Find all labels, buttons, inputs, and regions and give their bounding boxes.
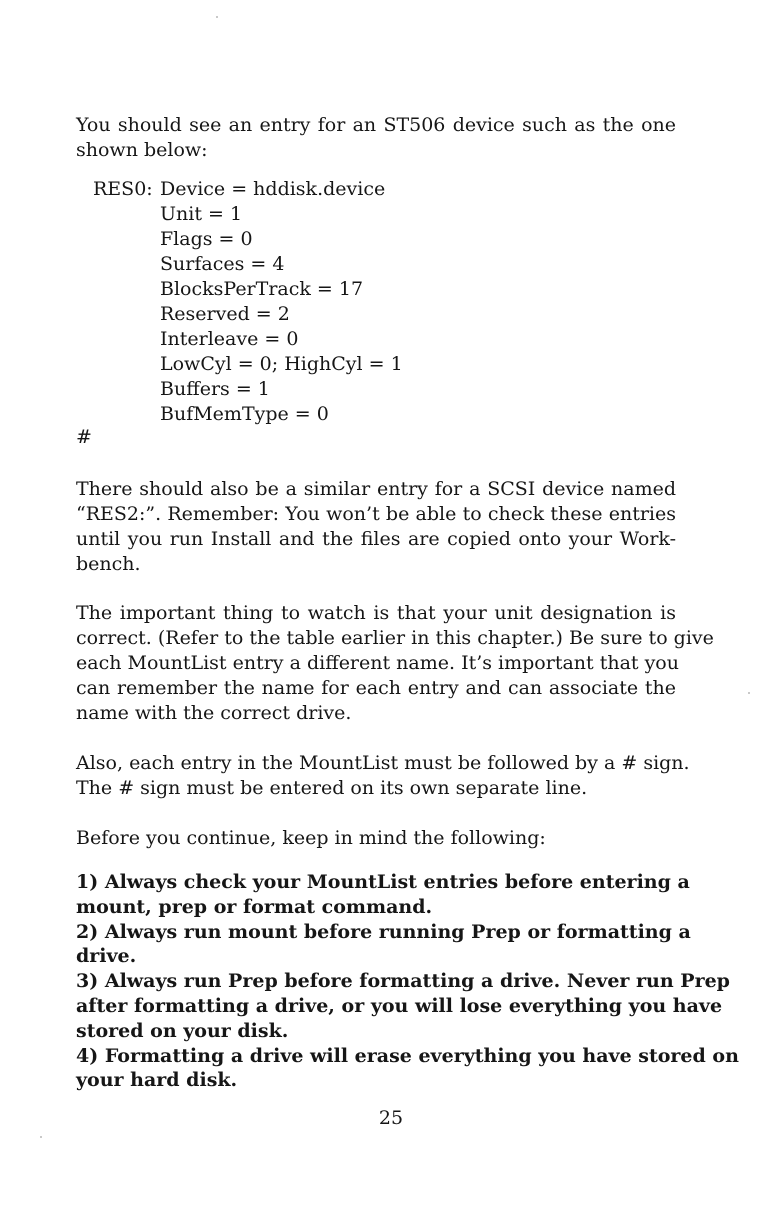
text-line: bench.: [76, 553, 141, 575]
text-line: The important thing to watch is that your unit designation is: [76, 602, 676, 624]
rule-line: 4) Formatting a drive will erase everything you have stored on: [76, 1044, 739, 1067]
rule-line: mount, prep or format command.: [76, 895, 433, 918]
rules-list: [76, 870, 739, 1093]
mountlist-line-interleave: Interleave = 0: [160, 328, 299, 350]
rule-line: your hard disk.: [76, 1069, 238, 1092]
mountlist-line-buffers: Buffers = 1: [160, 378, 270, 400]
rule-line: drive.: [76, 945, 137, 968]
text-line: The # sign must be entered on its own separate line.: [76, 777, 588, 799]
mountlist-terminator: #: [76, 426, 92, 448]
hash-sign-paragraph: [76, 751, 690, 801]
rule-line: after formatting a drive, or you will lose everything you have: [76, 994, 723, 1017]
scan-speck: [216, 16, 218, 18]
mountlist-entry-lines: [160, 177, 403, 427]
text-line: correct. (Refer to the table earlier in this chapter.) Be sure to give: [76, 627, 714, 649]
mountlist-line-cylinders: LowCyl = 0; HighCyl = 1: [160, 353, 403, 375]
mountlist-entry-label: RES0:: [93, 178, 153, 200]
rule-line: stored on your disk.: [76, 1019, 289, 1042]
text-line: shown below:: [76, 139, 208, 161]
intro-paragraph: [76, 113, 676, 163]
before-continue-paragraph: [76, 826, 676, 851]
rule-line: 2) Always run mount before running Prep or formatting a: [76, 920, 691, 943]
text-line: can remember the name for each entry and can associate the: [76, 677, 676, 699]
mountlist-line-device: Device = hddisk.device: [160, 178, 386, 200]
text-line: You should see an entry for an ST506 device such as the one: [76, 114, 676, 136]
text-line: each MountList entry a different name. It’s important that you: [76, 652, 679, 674]
text-line: until you run Install and the files are copied onto your Work-: [76, 528, 676, 550]
text-line: “RES2:”. Remember: You won’t be able to check these entries: [76, 503, 676, 525]
scan-speck: [40, 1136, 42, 1138]
mountlist-line-bufmemtype: BufMemType = 0: [160, 403, 329, 425]
text-line: Before you continue, keep in mind the following:: [76, 827, 546, 849]
text-line: Also, each entry in the MountList must be followed by a # sign.: [76, 752, 690, 774]
rule-line: 3) Always run Prep before formatting a drive. Never run Prep: [76, 970, 730, 993]
mountlist-line-surfaces: Surfaces = 4: [160, 253, 285, 275]
text-line: name with the correct drive.: [76, 702, 352, 724]
rule-line: 1) Always check your MountList entries before entering a: [76, 871, 690, 893]
mountlist-line-unit: Unit = 1: [160, 203, 243, 225]
mountlist-line-reserved: Reserved = 2: [160, 303, 290, 325]
mountlist-line-blockspertrack: BlocksPerTrack = 17: [160, 278, 364, 300]
unit-designation-paragraph: [76, 601, 714, 726]
page-number: 25: [378, 1107, 404, 1129]
text-line: There should also be a similar entry for a SCSI device named: [76, 478, 676, 500]
mountlist-line-flags: Flags = 0: [160, 228, 253, 250]
scan-speck: [748, 692, 750, 694]
scsi-paragraph: [76, 477, 676, 577]
